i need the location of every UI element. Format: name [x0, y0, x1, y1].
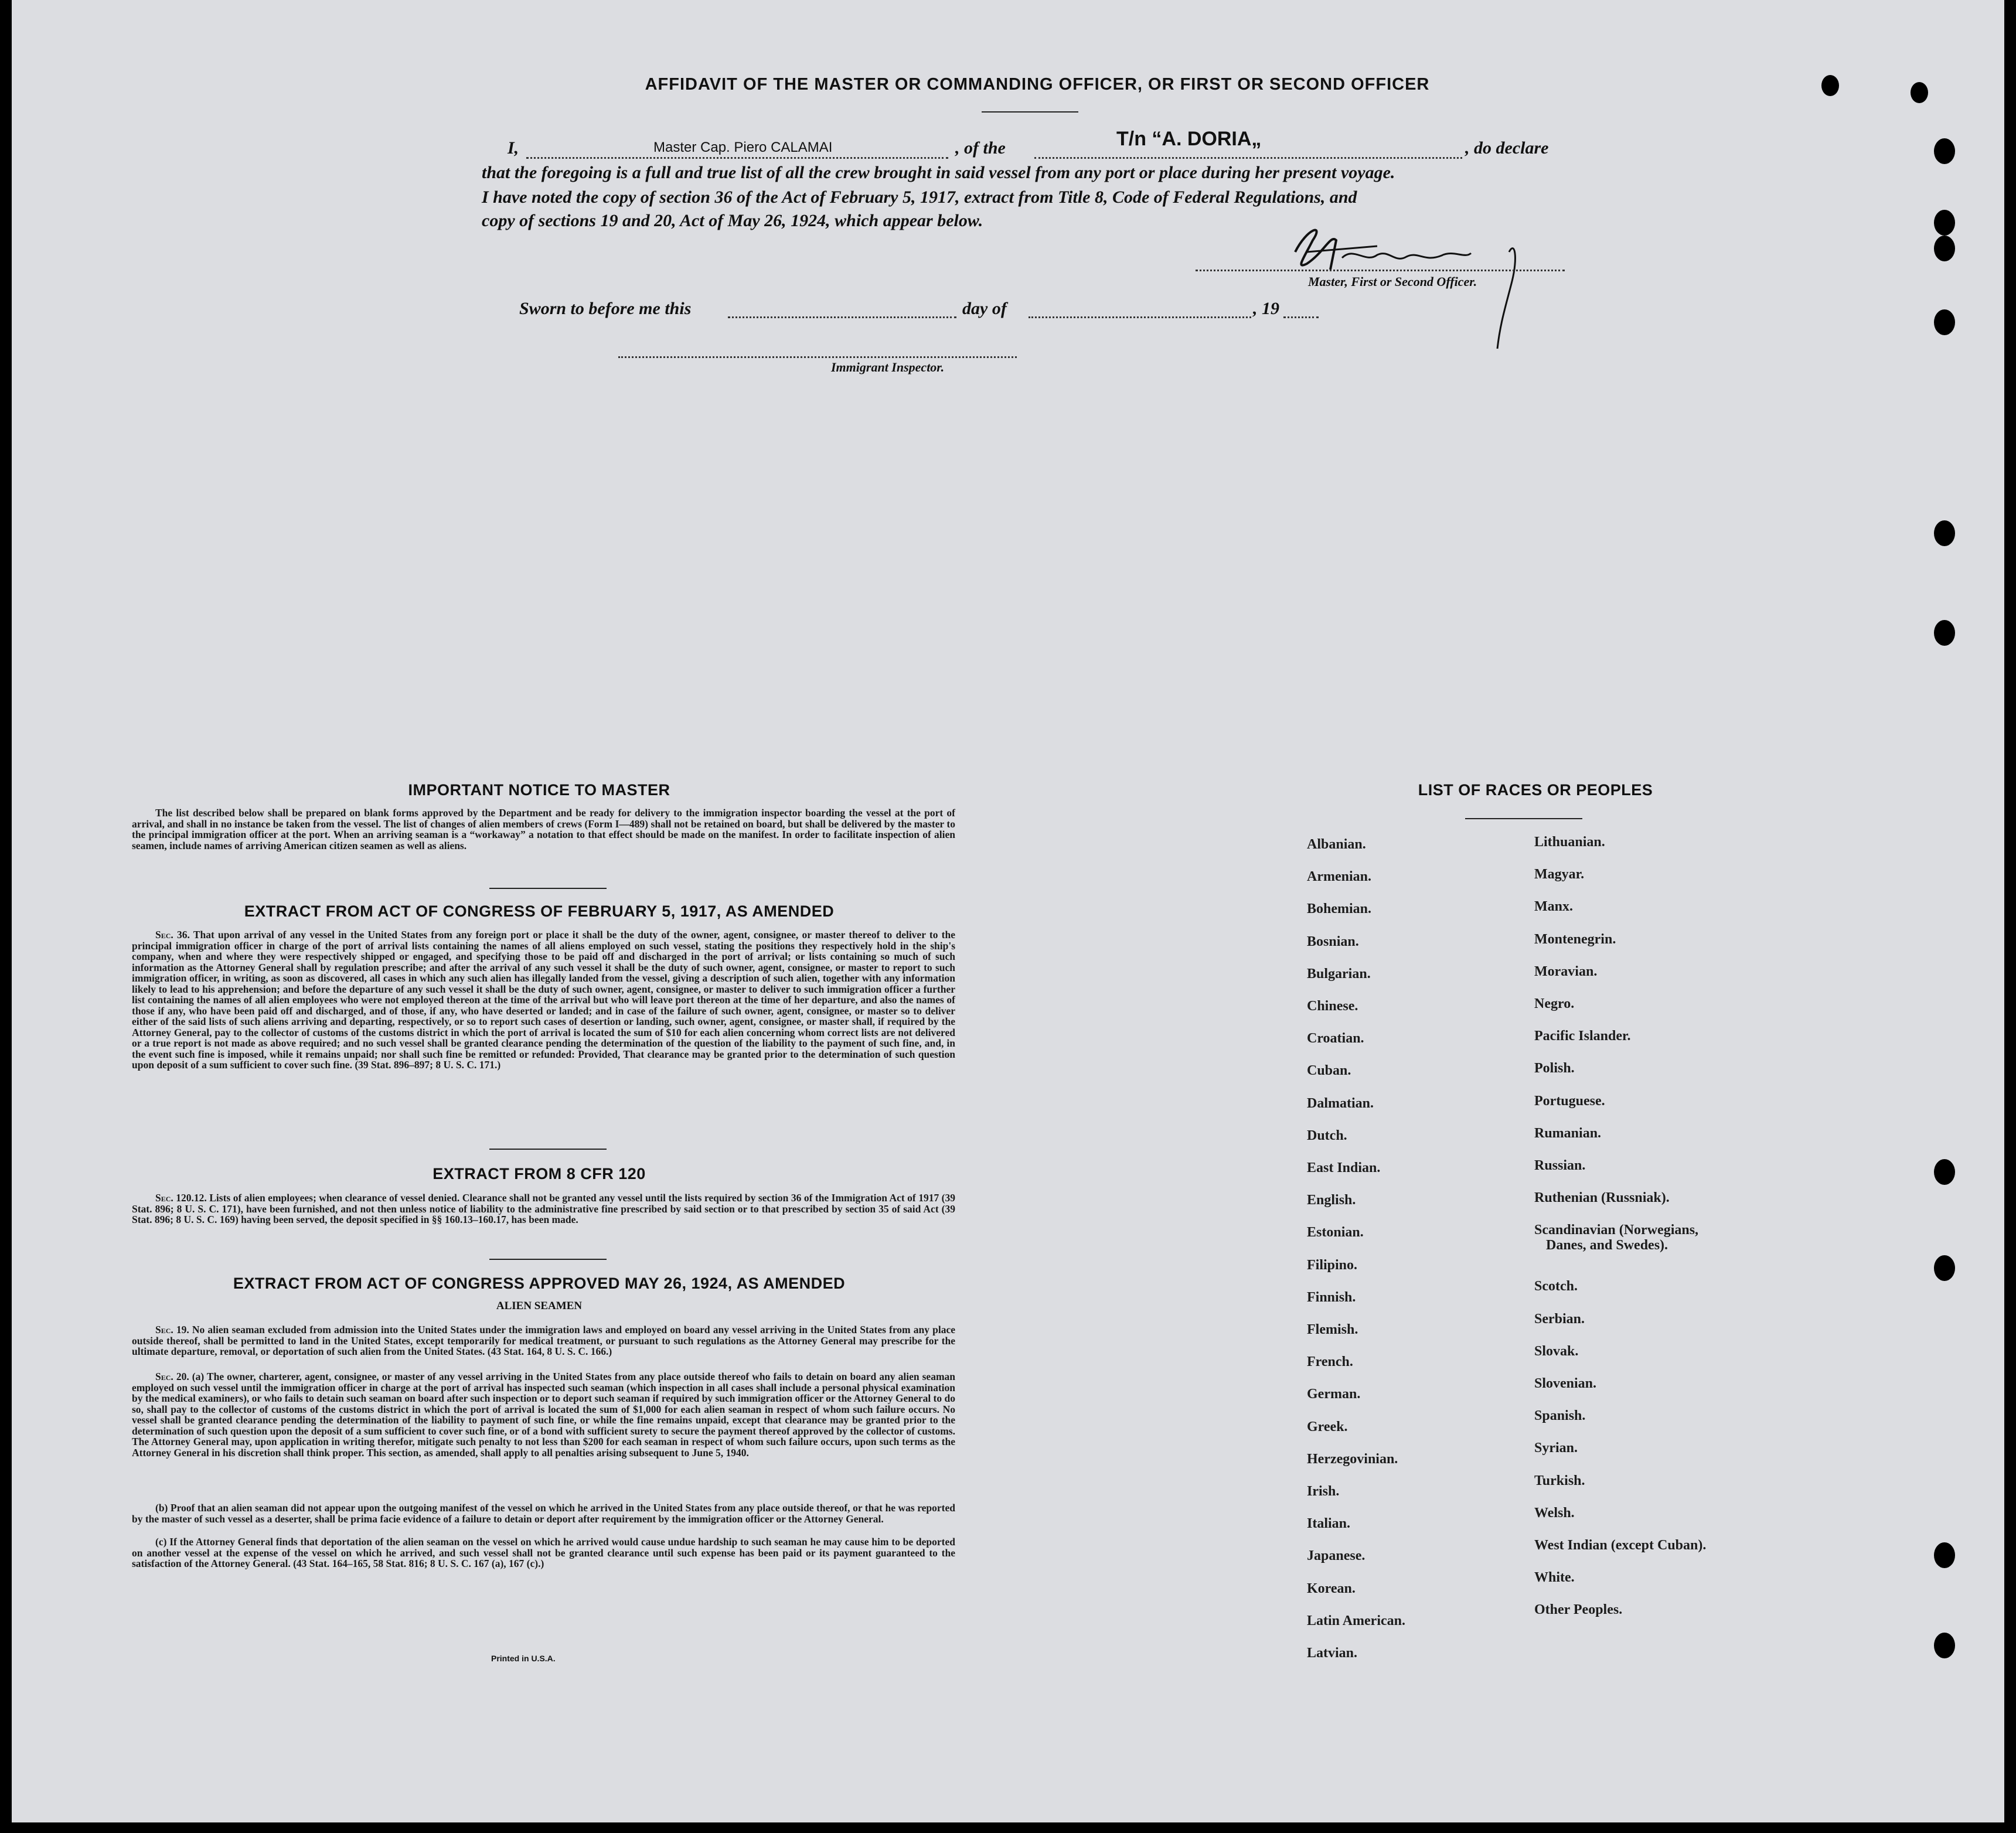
races-rule	[1465, 818, 1582, 819]
race-item: Ruthenian (Russniak).	[1534, 1190, 1670, 1206]
extract-cfr-title: EXTRACT FROM 8 CFR 120	[433, 1165, 646, 1183]
race-item: French.	[1307, 1354, 1353, 1370]
sworn-day-line	[728, 316, 956, 318]
race-item: Cuban.	[1307, 1063, 1351, 1079]
title-rule	[982, 111, 1078, 113]
sec-19-body: No alien seaman excluded from admission into the United States under the immigration laws and employed on board any vessel arriving in the United States from any place outside thereof, shall be permitted to land in the United States, except temporarily for medical treatment, or pursuant to such regulations as the Attorney General may prescribe for the ultimate departure, removal, or deportation of such alien from the United States. (43 Stat. 164, 8 U. S. C. 166.)	[132, 1324, 955, 1357]
race-item: German.	[1307, 1386, 1361, 1402]
notice-title: IMPORTANT NOTICE TO MASTER	[408, 781, 670, 799]
race-item: Latin American.	[1307, 1613, 1405, 1628]
race-item: Turkish.	[1534, 1473, 1585, 1488]
punch-hole	[1934, 138, 1955, 164]
sec-36-label: Sec. 36.	[155, 929, 190, 941]
extract-cfr-rule	[489, 1259, 607, 1260]
extract-cfr-text	[132, 1193, 955, 1225]
extract-1917-title: EXTRACT FROM ACT OF CONGRESS OF FEBRUARY 5, 1917, AS AMENDED	[244, 902, 835, 920]
punch-hole	[1934, 1542, 1955, 1568]
race-item: Syrian.	[1534, 1440, 1578, 1456]
sec-20c-text: (c) If the Attorney General finds that deportation of the alien seaman on the vessel on which he arrived would cause undue hardship to such seaman he may cause him to be deported on another vessel at the expense of the vessel on which he arrived, and such vessel shall not be granted clearance until such expense has been paid or its payment guaranteed to the satisfaction of the Attorney General. (43 Stat. 164–165, 58 Stat. 816; 8 U. S. C. 167 (a), 167 (c).)	[132, 1536, 955, 1569]
race-item: Montenegrin.	[1534, 931, 1616, 947]
races-title: LIST OF RACES OR PEOPLES	[1418, 781, 1653, 799]
day-of-label: day of	[962, 299, 1007, 318]
race-item: Spanish.	[1534, 1408, 1586, 1424]
race-item: Danes, and Swedes).	[1546, 1238, 1668, 1253]
master-name-line	[526, 157, 948, 159]
punch-hole	[1934, 309, 1955, 335]
vessel-line	[1034, 157, 1462, 159]
affidavit-line-3: I have noted the copy of section 36 of the Act of February 5, 1917, extract from Title 8, Code of Federal Regulations, and	[482, 188, 1357, 207]
sec-20a-body: (a) The owner, charterer, agent, consignee, or master of any vessel arriving in the United States from any place outside thereof who fails to detain on board any alien seaman employed on such vessel until the immigration officer in charge at the port of arrival has inspected such seaman (which inspection in all cases shall include a personal physical examination by the medical examiners), or who fails to detain such seaman on board after such inspection or to deport such seaman if required by such immigration officer or the Attorney General to do so, shall pay to the collector of customs of the customs district in which the port of arrival is located the sum of $1,000 for each alien seaman in respect of whom such failure occurs. No vessel shall be granted clearance pending the determination of the liability to payment of such fine, or while the fine remains unpaid, except that clearance may be granted prior to the determination of such question upon the deposit of a sum sufficient to cover such fine, or of a bond with sufficient surety to secure the payment thereof approved by the collector of customs. The Attorney General may, upon application in writing therefor, mitigate such penalty to not less than $200 for each seaman in respect of whom such failure occurs, upon such terms as the Attorney General in his discretion shall think proper. This section, as amended, shall apply to all penalties arising subsequent to June 5, 1940.	[132, 1371, 956, 1459]
race-item: Irish.	[1307, 1484, 1340, 1499]
document-sheet	[12, 0, 2004, 1822]
notice-text: The list described below shall be prepared on blank forms approved by the Department and be ready for delivery to the immigration inspector boarding the vessel at the port of arrival, and shall in no instance be taken from the vessel. The list of changes of alien members of crews (Form I—489) shall not be retained on board, but shall be delivered by the master to the principal immigration officer at the port. When an arriving seaman is a “workaway” a notation to that effect should be made on the manifest. In order to facilitate inspection of alien seamen, include names of arriving American citizen seamen as well as aliens.	[132, 807, 955, 851]
sec-20b-text: (b) Proof that an alien seaman did not appear upon the outgoing manifest of the vessel on which he arrived in the United States from any place outside thereof, or that he was reported by the master of such vessel as a deserter, shall be prima facie evidence of a failure to detain or deport after requirement by the immigration officer or the Attorney General.	[132, 1502, 955, 1525]
alien-seamen-subtitle: ALIEN SEAMEN	[496, 1300, 583, 1312]
signature-line	[1196, 270, 1565, 271]
race-item: Magyar.	[1534, 867, 1585, 883]
race-item: Serbian.	[1534, 1311, 1585, 1327]
notice-rule	[489, 888, 607, 889]
of-the-label: , of the	[955, 138, 1006, 158]
year-prefix: , 19	[1253, 299, 1279, 318]
i-label: I,	[508, 138, 519, 158]
race-item: East Indian.	[1307, 1160, 1381, 1176]
affidavit-line-2: that the foregoing is a full and true list of all the crew brought in said vessel from any port or place during her present voyage.	[482, 163, 1395, 182]
race-item: Latvian.	[1307, 1645, 1358, 1661]
extract-1917-rule	[489, 1149, 607, 1150]
race-item: Other Peoples.	[1534, 1602, 1623, 1618]
race-item: Manx.	[1534, 899, 1573, 915]
sec-19-label: Sec. 19.	[155, 1324, 189, 1335]
race-item: West Indian (except Cuban).	[1534, 1538, 1707, 1553]
race-item: Italian.	[1307, 1516, 1351, 1532]
sec-20a-text	[132, 1371, 955, 1458]
race-item: Flemish.	[1307, 1322, 1358, 1337]
race-item: Scandinavian (Norwegians,	[1534, 1222, 1699, 1238]
race-item: Lithuanian.	[1534, 834, 1605, 850]
race-item: Greek.	[1307, 1419, 1348, 1435]
race-item: Chinese.	[1307, 999, 1358, 1014]
sec-20-label: Sec. 20.	[155, 1371, 189, 1382]
sworn-label: Sworn to before me this	[519, 299, 692, 318]
race-item: White.	[1534, 1570, 1575, 1586]
punch-hole	[1934, 210, 1955, 236]
race-item: Polish.	[1534, 1061, 1575, 1076]
sec-120-body: Lists of alien employees; when clearance of vessel denied. Clearance shall not be granted any vessel until the lists required by section 36 of the Immigration Act of 1917 (39 Stat. 896; 8 U. S. C. 171), have been furnished, and not then unless notice of liability to the administrative fine prescribed by said section or to that prescribed by section 35 of said Act (39 Stat. 896; 8 U. S. C. 169) having been served, the deposit specified in §§ 160.13–160.17, has been made.	[132, 1192, 955, 1225]
inspector-line	[618, 356, 1017, 358]
race-item: Welsh.	[1534, 1505, 1575, 1521]
race-item: Portuguese.	[1534, 1093, 1605, 1109]
printed-in-usa: Printed in U.S.A.	[491, 1654, 556, 1663]
race-item: Russian.	[1534, 1158, 1586, 1173]
race-item: Scotch.	[1534, 1279, 1578, 1294]
race-item: Slovak.	[1534, 1343, 1579, 1359]
inspector-caption: Immigrant Inspector.	[831, 360, 945, 374]
race-item: Albanian.	[1307, 837, 1366, 852]
sec-36-body: That upon arrival of any vessel in the United States from any foreign port or place it shall be the duty of the owner, agent, consignee, or master thereof to deliver to the principal immigration officer in charge of the port of arrival lists containing the names of all aliens employed on such vessel, stating the positions they respectively hold in the ship's company, when and where they were respectively shipped or engaged, and specifying those to be paid off and discharged in the port of arrival; or lists containing so much of such information as the Attorney General shall by regulation prescribe; and after the arrival of any such vessel it shall be the duty of such owner, agent, consignee, or master to report to such immigration officer, in writing, as soon as discovered, all cases in which any such alien has illegally landed from the vessel, giving a description of such alien, together with any information likely to lead to his apprehension; and before the departure of any such vessel it shall be the duty of such owner, agent, consignee, or master to deliver to such immigration officer a further list containing the names of all alien employees who were not employed thereon at the time of the arrival but who will leave port thereon at the time of her departure, and also the names of those if any, who have been paid off and discharged, and of those, if any, who have deserted or landed; and in case of the failure of such owner, agent, consignee, or master so to deliver either of the said lists of such aliens arriving and departing, respectively, or so to report such cases of desertion or landing, such owner, agent, consignee, or master shall, if required by the Attorney General, pay to the collector of customs of the customs district in which the port of arrival is located the sum of $10 for each alien concerning whom correct lists are not delivered or a true report is not made as above required; and no such vessel shall be granted clearance pending the determination of the question of the liability to the payment of such fine, and, in the event such fine is imposed, while it remains unpaid; nor shall such fine be remitted or refunded: Provided, That clearance may be granted prior to the determination of such question upon deposit of a sum sufficient to cover such fine. (39 Stat. 896–897; 8 U. S. C. 171.)	[132, 929, 956, 1071]
sworn-month-line	[1029, 316, 1251, 318]
punch-hole	[1934, 236, 1955, 261]
sworn-year-line	[1283, 316, 1319, 318]
signature-caption: Master, First or Second Officer.	[1308, 274, 1477, 289]
punch-hole	[1934, 1633, 1955, 1658]
race-item: Bosnian.	[1307, 933, 1359, 949]
race-item: Herzegovinian.	[1307, 1451, 1398, 1467]
race-item: Dalmatian.	[1307, 1095, 1374, 1111]
sec-120-label: Sec. 120.12.	[155, 1192, 207, 1204]
race-item: Slovenian.	[1534, 1376, 1597, 1391]
affidavit-title: AFFIDAVIT OF THE MASTER OR COMMANDING OFFICER, OR FIRST OR SECOND OFFICER	[645, 75, 1430, 94]
punch-hole	[1934, 1159, 1955, 1185]
punch-hole	[1934, 520, 1955, 546]
sec-19-text	[132, 1324, 955, 1357]
race-item: Bulgarian.	[1307, 966, 1371, 982]
do-declare-label: , do declare	[1465, 138, 1549, 158]
race-item: Filipino.	[1307, 1257, 1358, 1273]
race-item: Armenian.	[1307, 869, 1371, 885]
race-item: Bohemian.	[1307, 901, 1372, 917]
punch-hole	[1934, 620, 1955, 646]
race-item: Rumanian.	[1534, 1125, 1602, 1141]
race-item: Japanese.	[1307, 1548, 1365, 1564]
race-item: English.	[1307, 1193, 1356, 1208]
race-item: Estonian.	[1307, 1225, 1364, 1241]
master-name: Master Cap. Piero CALAMAI	[653, 139, 833, 155]
race-item: Dutch.	[1307, 1127, 1347, 1143]
race-item: Korean.	[1307, 1580, 1356, 1596]
race-item: Pacific Islander.	[1534, 1028, 1631, 1044]
punch-hole	[1821, 75, 1839, 96]
extract-1917-text	[132, 929, 955, 1071]
race-item: Negro.	[1534, 996, 1575, 1011]
race-item: Croatian.	[1307, 1031, 1364, 1047]
extract-1924-title: EXTRACT FROM ACT OF CONGRESS APPROVED MAY 26, 1924, AS AMENDED	[233, 1275, 846, 1292]
vessel-name: T/n “A. DORIA„	[1116, 128, 1262, 150]
affidavit-line-4: copy of sections 19 and 20, Act of May 26, 1924, which appear below.	[482, 211, 983, 230]
punch-hole	[1911, 82, 1928, 103]
punch-hole	[1934, 1255, 1955, 1281]
race-item: Moravian.	[1534, 963, 1598, 979]
race-item: Finnish.	[1307, 1289, 1356, 1305]
